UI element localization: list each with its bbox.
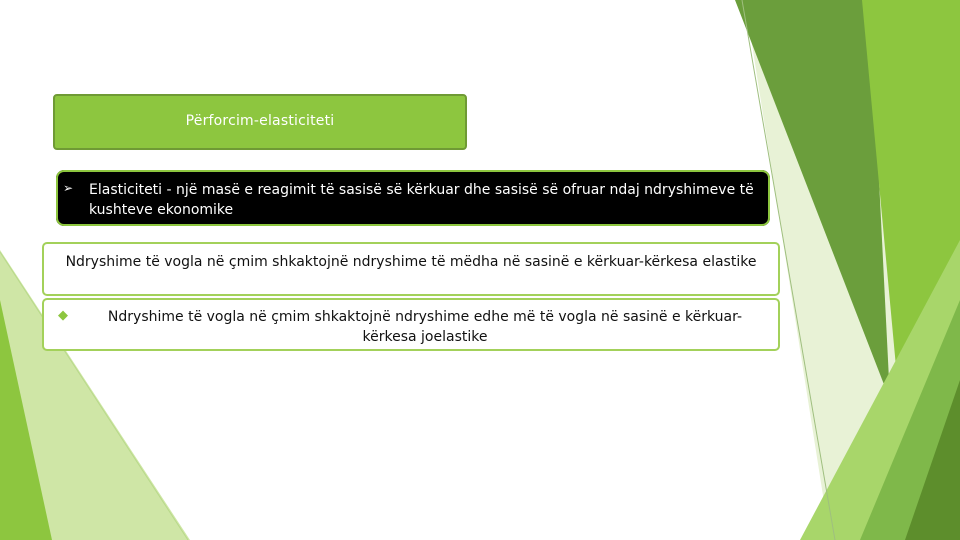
definition-box: [56, 170, 770, 226]
elastic-demand-box: [42, 242, 780, 296]
definition-text: Elasticiteti - një masë e reagimit të sasisë së kërkuar dhe sasisë së ofruar ndaj ndryshimeve të kushteve ekonomike: [89, 182, 754, 218]
arrow-bullet-icon: ➢: [63, 181, 74, 195]
inelastic-demand-box: [42, 298, 780, 351]
inelastic-demand-text: Ndryshime të vogla në çmim shkaktojnë ndryshime edhe më të vogla në sasinë e kërkuar-kërkesa joelastike: [107, 309, 743, 345]
title-banner: [53, 94, 467, 150]
diamond-bullet-icon: ◆: [58, 308, 68, 323]
elastic-demand-text: Ndryshime të vogla në çmim shkaktojnë ndryshime të mëdha në sasinë e kërkuar-kërkesa elastike: [65, 254, 757, 270]
slide-title: Përforcim-elasticiteti: [185, 113, 335, 129]
